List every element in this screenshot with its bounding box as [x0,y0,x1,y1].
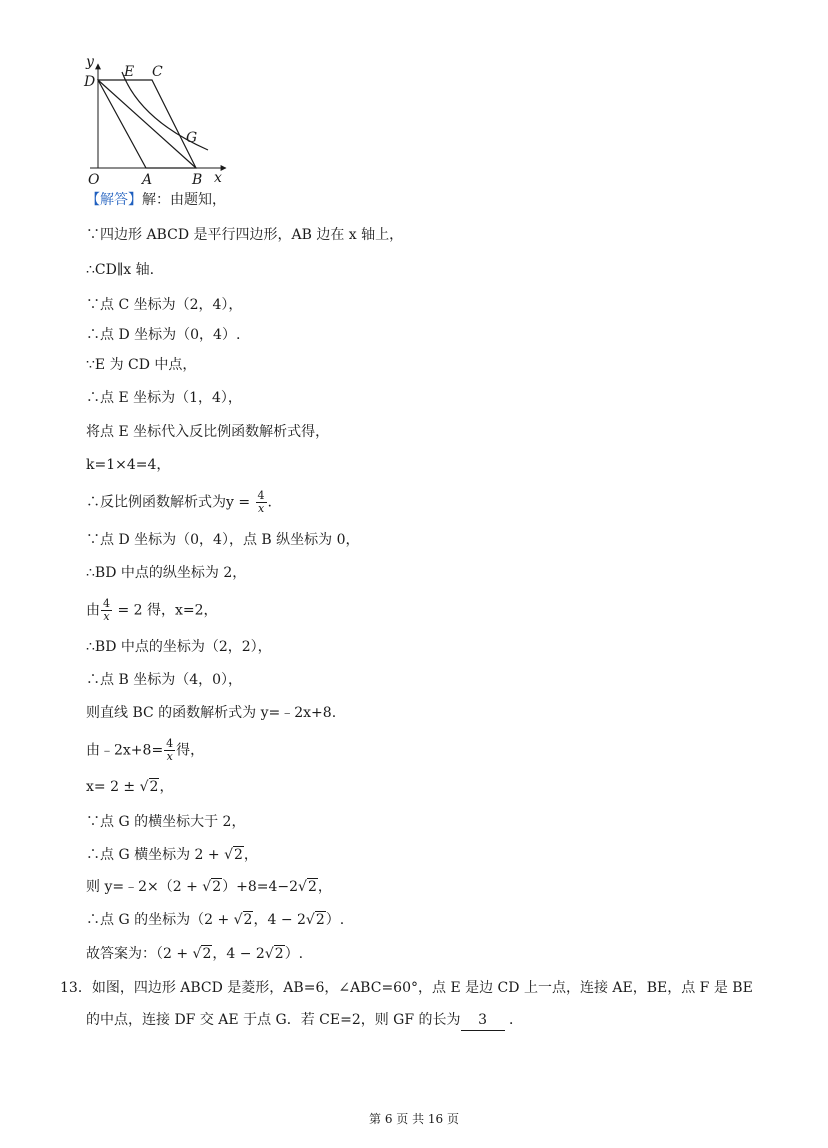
sqrt-2: √2 [224,847,243,863]
solution-line-8: 将点 E 坐标代入反比例函数解析式得， [86,424,330,440]
answer-tag: 【解答】 [86,192,142,208]
label-a: A [142,172,153,188]
solution-line-1: 【解答】解：由题知， [86,192,226,208]
solution-line-17: 由﹣2x+8= $\frac{4}{x}$ 得， [86,737,205,763]
label-g: G [186,130,198,146]
page-footer: 第 6 页 共 16 页 [369,1112,459,1126]
label-e: E [124,64,135,80]
coordinate-figure [80,50,240,190]
solution-line-12: ∴BD 中点的纵坐标为 2， [86,565,247,581]
sqrt-2: √2 [305,912,325,928]
solution-line-9: k=1×4=4， [86,457,171,473]
solution-line-13: 由 $\frac{4}{x}$ = 2 得，x=2， [86,597,218,623]
sqrt-2: √2 [139,779,159,795]
solution-line-15: ∴点 B 坐标为（4，0）， [86,672,243,688]
solution-line-6: ∵E 为 CD 中点， [86,357,197,373]
sqrt-2: √2 [298,879,317,895]
answer-blank: 3 [461,1010,505,1031]
solution-line-4: ∵点 C 坐标为（2，4）， [86,297,243,313]
solution-line-16: 则直线 BC 的函数解析式为 y=﹣2x+8. [86,705,337,721]
solution-line-5: ∴点 D 坐标为（0，4）. [86,327,241,343]
question-13-line-2: 的中点，连接 DF 交 AE 于点 G．若 CE=2，则 GF 的长为 3 ． [86,1010,523,1031]
solution-line-20: ∴点 G 横坐标为 2 + √2， [86,847,258,863]
sqrt-2: √2 [202,879,222,895]
solution-line-10: ∴反比例函数解析式为y = $\frac{4}{x}$ . [86,489,272,515]
solution-line-7: ∴点 E 坐标为（1，4）， [86,390,242,406]
label-o: O [88,172,100,188]
fraction-4-over-x: $\frac{4}{x}$ [103,597,110,623]
diagonal-db [98,80,196,168]
solution-line-3: ∴CD∥x 轴. [86,262,155,278]
label-y: y [86,54,94,70]
solution-line-22: ∴点 G 的坐标为（2 + √2，4 − 2√2）. [86,912,345,928]
solution-line-23: 故答案为：（2 + √2，4 − 2√2）. [86,946,304,962]
solution-line-18: x= 2 ± √2， [86,779,174,795]
label-x: x [214,170,222,186]
solution-line-14: ∴BD 中点的坐标为（2，2）， [86,639,272,655]
solution-line-19: ∵点 G 的横坐标大于 2， [86,814,246,830]
label-c: C [152,64,163,80]
fraction-4-over-x: $\frac{4}{x}$ [166,737,174,763]
solution-line-2: ∵四边形 ABCD 是平行四边形，AB 边在 x 轴上， [86,227,404,243]
solution-line-11: ∵点 D 坐标为（0，4），点 B 纵坐标为 0， [86,532,360,548]
fraction-4-over-x: $\frac{4}{x}$ [257,489,265,515]
sqrt-2: √2 [192,946,212,962]
question-13-line-1: 13．如图，四边形 ABCD 是菱形，AB=6，∠ABC=60°，点 E 是边 CD 上一点，连接 AE，BE，点 F 是 BE [60,980,753,996]
solution-line-21: 则 y=﹣2×（2 + √2）+8=4−2√2， [86,879,332,895]
label-d: D [84,74,96,90]
sqrt-2: √2 [233,912,253,928]
sqrt-2: √2 [264,946,284,962]
label-b: B [192,172,203,188]
